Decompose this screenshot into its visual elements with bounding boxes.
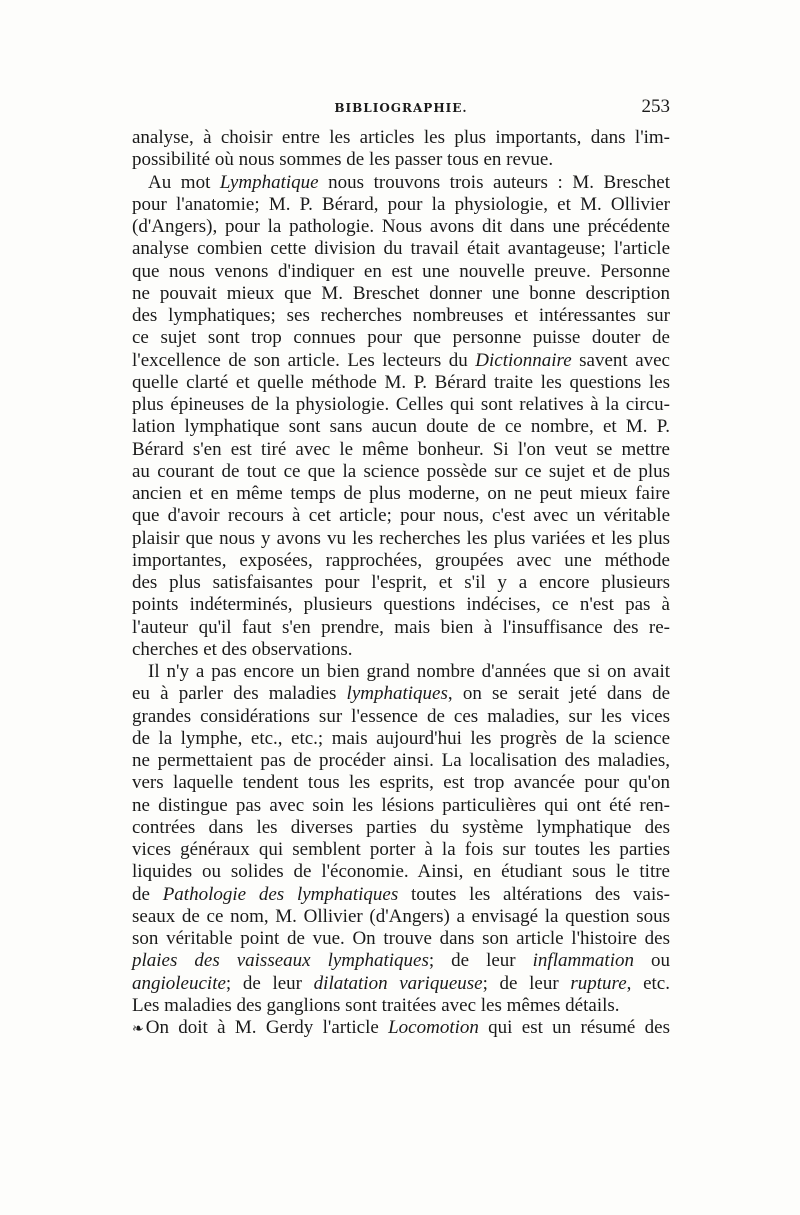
text-run: ; de leur (225, 972, 314, 994)
text-run: au courant de tout ce que la science possède sur ce sujet et de plus (132, 460, 670, 482)
text-line (132, 839, 670, 861)
text-line (132, 706, 670, 728)
text-run: ancien et en même temps de plus moderne, on ne peut mieux faire (132, 483, 670, 504)
text-run: vers laquelle tendent tous les esprits, est trop avancée pour qu'on (132, 772, 670, 794)
text-run: (d'Angers), pour la pathologie. Nous avons dit dans une précédente (132, 216, 670, 237)
text-run: Bérard s'en est tiré avec le même bonheur. Si l'on veut se mettre (132, 438, 670, 460)
text-line (132, 528, 670, 550)
text-run: plaisir que nous y avons vu les recherches les plus variées et les plus (132, 527, 670, 549)
text-run: contrées dans les diverses parties du système lymphatique des (132, 816, 670, 838)
text-run: que nous venons d'indiquer en est une nouvelle preuve. Personne (132, 260, 670, 282)
text-line (132, 194, 670, 216)
text-line (132, 750, 670, 772)
text-line (132, 973, 670, 995)
text-line (132, 661, 670, 683)
text-line (132, 483, 670, 505)
text-line (132, 261, 670, 283)
text-run: analyse combien cette division du travail était avantageuse; l'article (132, 238, 670, 260)
text-run: nous trouvons trois auteurs : M. Breschet (318, 171, 670, 193)
text-line (132, 127, 670, 149)
printer-ornament-icon: ❧ (132, 1022, 144, 1037)
running-title: BIBLIOGRAPHIE. (334, 101, 468, 115)
text-line (132, 305, 670, 327)
text-run: eu à parler des maladies (132, 683, 347, 705)
text-run: liquides ou solides de l'économie. Ainsi, en étudiant sous le titre (132, 861, 670, 883)
text-run: pour l'anatomie; M. P. Bérard, pour la physiologie, et M. Ollivier (132, 193, 670, 215)
text-line (132, 238, 670, 260)
body-text (132, 127, 670, 1039)
text-line (132, 928, 670, 950)
text-run: de (132, 883, 163, 905)
text-line (132, 394, 670, 416)
text-line (132, 149, 670, 171)
text-run: de la lymphe, etc., etc.; mais aujourd'hui les progrès de la science (132, 727, 670, 749)
text-run: seaux de ce nom, M. Ollivier (d'Angers) a envisagé la question sous (132, 905, 670, 927)
text-line (132, 439, 670, 461)
text-run: ce sujet sont trop connues pour que personne puisse douter de (132, 327, 670, 349)
text-line (132, 950, 670, 972)
text-run: toutes les altérations des vais- (398, 883, 670, 905)
text-line (132, 505, 670, 527)
text-run: des plus satisfaisantes pour l'esprit, et s'il y a encore plusieurs (132, 572, 670, 593)
text-run: Il n'y a pas encore un bien grand nombre d'années que si on avait (148, 661, 670, 682)
text-line (132, 594, 670, 616)
italic-term: plaies des vaisseaux lymphatiques (132, 950, 429, 972)
text-line (132, 350, 670, 372)
text-line (132, 1017, 670, 1039)
text-run: grandes considérations sur l'essence de ces maladies, sur les vices (132, 705, 670, 727)
text-run: Les maladies des ganglions sont traitées avec les mêmes détails. (132, 994, 620, 1016)
text-run: ; de leur (428, 950, 533, 972)
text-run: ne permettaient pas de procéder ainsi. La localisation des maladies, (132, 750, 670, 771)
italic-term: rupture (570, 972, 627, 994)
text-run: , etc. (626, 972, 670, 994)
text-run: que d'avoir recours à cet article; pour nous, c'est avec un véritable (132, 505, 670, 527)
text-run: analyse, à choisir entre les articles les plus importants, dans l'im- (132, 127, 670, 148)
italic-term: Dictionnaire (475, 349, 572, 371)
text-line (132, 683, 670, 705)
text-line (132, 884, 670, 906)
text-line (132, 861, 670, 883)
text-run: qui est un résumé des (478, 1017, 670, 1038)
text-run: savent avec (571, 349, 670, 371)
text-run: des lymphatiques; ses recherches nombreuses et intéressantes sur (132, 305, 670, 326)
running-head (132, 93, 670, 123)
italic-term: dilatation variqueuse (313, 972, 483, 994)
italic-term: Locomotion (388, 1017, 479, 1038)
text-line (132, 172, 670, 194)
text-line (132, 817, 670, 839)
text-run: On doit à M. Gerdy l'article (145, 1017, 389, 1038)
text-line (132, 995, 670, 1017)
text-line (132, 327, 670, 349)
text-run: lation lymphatique sont sans aucun doute de ce nombre, et M. P. (132, 416, 670, 438)
text-run: l'excellence de son article. Les lecteurs du (132, 349, 476, 371)
text-line (132, 372, 670, 394)
text-run: possibilité où nous sommes de les passer tous en revue. (132, 149, 554, 171)
italic-term: inflammation (532, 950, 634, 972)
text-run: ne pouvait mieux que M. Breschet donner une bonne description (132, 282, 670, 304)
text-run: ne distingue pas avec soin les lésions particulières qui ont été ren- (132, 794, 670, 816)
text-run: cherches et des observations. (132, 638, 353, 660)
text-line (132, 216, 670, 238)
text-line (132, 728, 670, 750)
italic-term: Pathologie des lymphatiques (162, 883, 399, 905)
text-run: ; de leur (482, 972, 571, 994)
text-line (132, 617, 670, 639)
text-run: points indéterminés, plusieurs questions indécises, ce n'est pas à (132, 594, 670, 616)
text-run: quelle clarté et quelle méthode M. P. Bérard traite les questions les (132, 371, 670, 393)
text-run: Au mot (148, 171, 220, 193)
italic-term: Lymphatique (219, 171, 319, 193)
text-run: , on se serait jeté dans de (447, 683, 670, 705)
italic-term: angioleucite (132, 972, 226, 994)
text-line (132, 906, 670, 928)
text-line (132, 572, 670, 594)
text-line (132, 795, 670, 817)
text-line (132, 550, 670, 572)
text-line (132, 283, 670, 305)
page-number: 253 (641, 96, 670, 117)
italic-term: lymphatiques (346, 683, 448, 705)
text-run: importantes, exposées, rapprochées, groupées avec une méthode (132, 549, 670, 571)
text-line (132, 461, 670, 483)
text-line (132, 772, 670, 794)
text-run: plus épineuses de la physiologie. Celles qui sont relatives à la circu- (132, 394, 670, 415)
text-line (132, 639, 670, 661)
text-run: son véritable point de vue. On trouve dans son article l'histoire des (132, 928, 670, 949)
text-run: l'auteur qu'il faut s'en prendre, mais bien à l'insuffisance des re- (132, 616, 670, 638)
text-line (132, 416, 670, 438)
text-run: ou (633, 950, 670, 972)
text-run: vices généraux qui semblent porter à la fois sur toutes les parties (132, 839, 670, 860)
